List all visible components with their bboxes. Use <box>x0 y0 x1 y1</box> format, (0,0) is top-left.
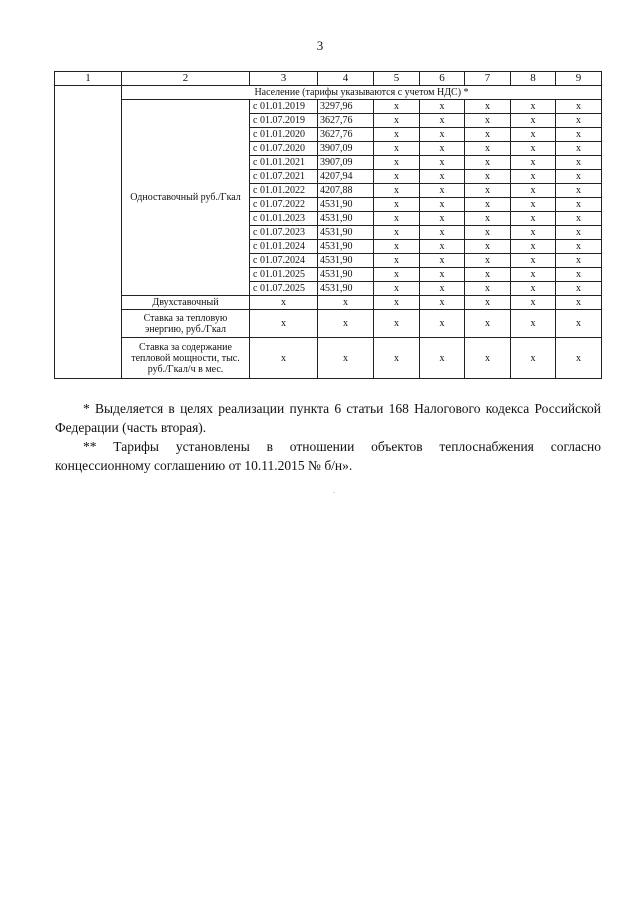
x-mark-cell: x <box>420 100 465 114</box>
x-mark-cell: x <box>511 156 556 170</box>
x-mark-cell: x <box>318 296 374 310</box>
x-mark-cell: x <box>511 254 556 268</box>
column-header: 3 <box>250 72 318 86</box>
x-mark-cell: x <box>420 156 465 170</box>
x-mark-cell: x <box>465 142 511 156</box>
population-header: Население (тарифы указываются с учетом НДС) * <box>122 86 602 100</box>
x-mark-cell: x <box>465 268 511 282</box>
population-header-row <box>55 86 602 100</box>
x-mark-cell: x <box>465 296 511 310</box>
page-number: 3 <box>316 38 324 53</box>
x-mark-cell: x <box>556 240 602 254</box>
table-row <box>55 100 602 114</box>
x-mark-cell: x <box>420 296 465 310</box>
x-mark-cell: x <box>374 282 420 296</box>
x-mark-cell: x <box>374 170 420 184</box>
x-mark-cell: x <box>556 296 602 310</box>
x-mark-cell: x <box>511 240 556 254</box>
footnote-vat: * Выделяется в целях реализации пункта 6 статьи 168 Налогового кодекса Российской Федерации (часть вторая). <box>55 401 601 435</box>
column-header: 1 <box>55 72 122 86</box>
x-mark-cell: x <box>420 226 465 240</box>
column-header: 7 <box>465 72 511 86</box>
period-cell: с 01.01.2021 <box>250 156 318 170</box>
x-mark-cell: x <box>420 170 465 184</box>
tariff-value-cell: 3297,96 <box>318 100 374 114</box>
footnotes <box>55 399 601 475</box>
x-mark-cell: x <box>374 226 420 240</box>
x-mark-cell: x <box>465 156 511 170</box>
tariff-value-cell: 4207,94 <box>318 170 374 184</box>
x-mark-cell: x <box>250 338 318 379</box>
x-mark-cell: x <box>465 212 511 226</box>
x-mark-cell: x <box>465 198 511 212</box>
x-mark-cell: x <box>556 114 602 128</box>
x-mark-cell: x <box>250 310 318 338</box>
x-mark-cell: x <box>511 100 556 114</box>
x-mark-cell: x <box>511 128 556 142</box>
two-rate-row-label: Двухставочный <box>122 296 250 310</box>
x-mark-cell: x <box>556 268 602 282</box>
period-cell: с 01.07.2021 <box>250 170 318 184</box>
column-header: 6 <box>420 72 465 86</box>
x-mark-cell: x <box>465 254 511 268</box>
tariff-value-cell: 4207,88 <box>318 184 374 198</box>
period-cell: с 01.07.2020 <box>250 142 318 156</box>
x-mark-cell: x <box>374 268 420 282</box>
x-mark-cell: x <box>511 198 556 212</box>
x-mark-cell: x <box>556 310 602 338</box>
x-mark-cell: x <box>420 198 465 212</box>
x-mark-cell: x <box>465 282 511 296</box>
period-cell: с 01.07.2023 <box>250 226 318 240</box>
period-cell: с 01.07.2022 <box>250 198 318 212</box>
x-mark-cell: x <box>556 142 602 156</box>
x-mark-cell: x <box>420 254 465 268</box>
x-mark-cell: x <box>374 100 420 114</box>
x-mark-cell: x <box>556 226 602 240</box>
x-mark-cell: x <box>420 212 465 226</box>
period-cell: с 01.07.2024 <box>250 254 318 268</box>
footnote-concession: ** Тарифы установлены в отношении объектов теплоснабжения согласно концессионному соглашению от 10.11.2015 № б/н». <box>55 439 601 473</box>
x-mark-cell: x <box>556 282 602 296</box>
x-mark-cell: x <box>556 100 602 114</box>
x-mark-cell: x <box>465 100 511 114</box>
x-mark-cell: x <box>556 184 602 198</box>
period-cell: с 01.07.2019 <box>250 114 318 128</box>
x-mark-cell: x <box>420 310 465 338</box>
x-mark-cell: x <box>511 268 556 282</box>
x-mark-cell: x <box>465 240 511 254</box>
column-header: 2 <box>122 72 250 86</box>
tariff-value-cell: 3627,76 <box>318 114 374 128</box>
period-cell: с 01.01.2025 <box>250 268 318 282</box>
x-mark-cell: x <box>465 310 511 338</box>
period-cell: с 01.01.2024 <box>250 240 318 254</box>
tariff-value-cell: 4531,90 <box>318 212 374 226</box>
period-cell: с 01.07.2025 <box>250 282 318 296</box>
x-mark-cell: x <box>374 254 420 268</box>
x-mark-cell: x <box>556 156 602 170</box>
two-rate-row <box>55 296 602 310</box>
x-mark-cell: x <box>374 198 420 212</box>
x-mark-cell: x <box>420 128 465 142</box>
x-mark-cell: x <box>420 114 465 128</box>
x-mark-cell: x <box>374 310 420 338</box>
x-mark-cell: x <box>465 114 511 128</box>
x-mark-cell: x <box>374 212 420 226</box>
x-mark-cell: x <box>374 296 420 310</box>
x-mark-cell: x <box>374 156 420 170</box>
tariff-value-cell: 4531,90 <box>318 198 374 212</box>
x-mark-cell: x <box>511 338 556 379</box>
x-mark-cell: x <box>511 170 556 184</box>
x-mark-cell: x <box>511 212 556 226</box>
x-mark-cell: x <box>556 254 602 268</box>
x-mark-cell: x <box>250 296 318 310</box>
thermal-energy-rate-row-label: Ставка за тепловую энергию, руб./Гкал <box>122 310 250 338</box>
period-cell: с 01.01.2020 <box>250 128 318 142</box>
x-mark-cell: x <box>556 198 602 212</box>
x-mark-cell: x <box>511 282 556 296</box>
x-mark-cell: x <box>511 142 556 156</box>
x-mark-cell: x <box>465 128 511 142</box>
column-number-row <box>55 72 602 86</box>
tariff-table <box>54 71 602 379</box>
x-mark-cell: x <box>465 170 511 184</box>
x-mark-cell: x <box>511 184 556 198</box>
x-mark-cell: x <box>511 296 556 310</box>
tariff-value-cell: 4531,90 <box>318 268 374 282</box>
x-mark-cell: x <box>420 184 465 198</box>
x-mark-cell: x <box>420 142 465 156</box>
x-mark-cell: x <box>374 184 420 198</box>
x-mark-cell: x <box>465 338 511 379</box>
tariff-value-cell: 4531,90 <box>318 240 374 254</box>
x-mark-cell: x <box>420 268 465 282</box>
x-mark-cell: x <box>374 142 420 156</box>
x-mark-cell: x <box>374 338 420 379</box>
tariff-value-cell: 4531,90 <box>318 282 374 296</box>
tariff-value-cell: 3627,76 <box>318 128 374 142</box>
x-mark-cell: x <box>556 128 602 142</box>
period-cell: с 01.01.2022 <box>250 184 318 198</box>
period-cell: с 01.01.2019 <box>250 100 318 114</box>
x-mark-cell: x <box>420 240 465 254</box>
tariff-value-cell: 3907,09 <box>318 156 374 170</box>
tariff-value-cell: 4531,90 <box>318 226 374 240</box>
x-mark-cell: x <box>511 114 556 128</box>
tariff-value-cell: 3907,09 <box>318 142 374 156</box>
capacity-rate-row <box>55 338 602 379</box>
x-mark-cell: x <box>556 338 602 379</box>
period-cell: с 01.01.2023 <box>250 212 318 226</box>
x-mark-cell: x <box>556 170 602 184</box>
column-1-blank-cell <box>55 86 122 379</box>
tariff-value-cell: 4531,90 <box>318 254 374 268</box>
x-mark-cell: x <box>465 184 511 198</box>
x-mark-cell: x <box>318 338 374 379</box>
x-mark-cell: x <box>511 310 556 338</box>
x-mark-cell: x <box>465 226 511 240</box>
scan-speck: ` <box>333 491 336 499</box>
x-mark-cell: x <box>511 226 556 240</box>
column-header: 9 <box>556 72 602 86</box>
x-mark-cell: x <box>318 310 374 338</box>
x-mark-cell: x <box>420 282 465 296</box>
thermal-energy-rate-row <box>55 310 602 338</box>
x-mark-cell: x <box>556 212 602 226</box>
column-header: 8 <box>511 72 556 86</box>
x-mark-cell: x <box>420 338 465 379</box>
one-rate-label: Одноставочный руб./Гкал <box>122 100 250 296</box>
column-header: 5 <box>374 72 420 86</box>
x-mark-cell: x <box>374 240 420 254</box>
capacity-rate-row-label: Ставка за содержание тепловой мощности, тыс. руб./Гкал/ч в мес. <box>122 338 250 379</box>
x-mark-cell: x <box>374 128 420 142</box>
column-header: 4 <box>318 72 374 86</box>
x-mark-cell: x <box>374 114 420 128</box>
